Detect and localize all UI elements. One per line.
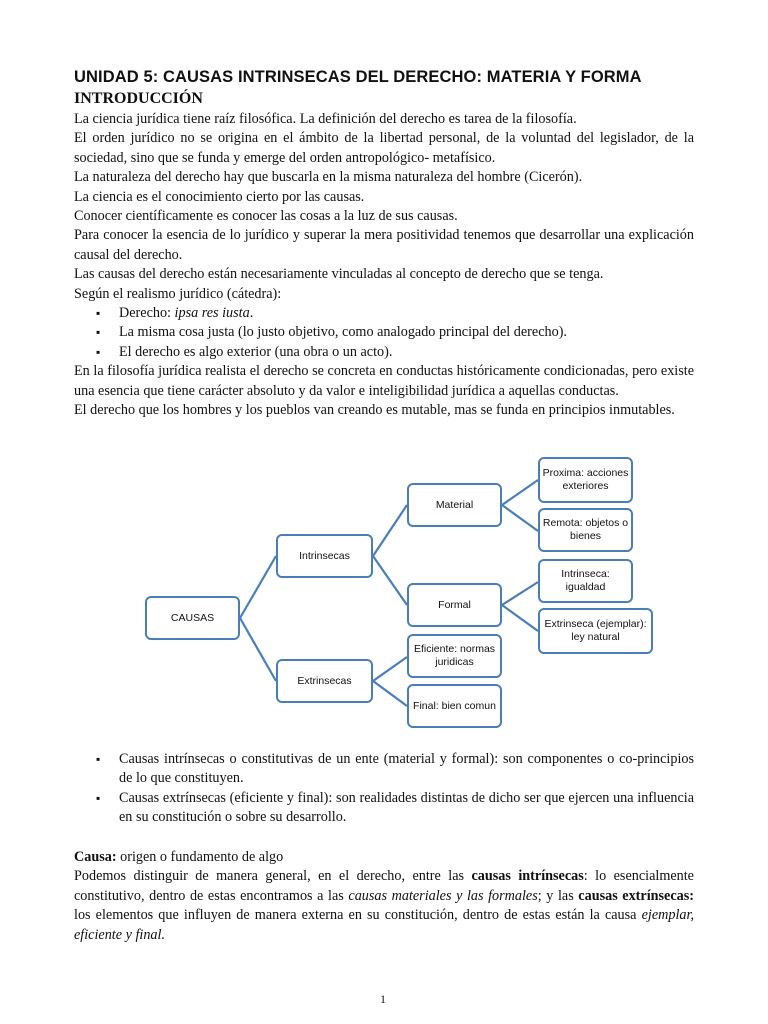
node-intrinseca-igualdad: Intrinseca: igualdad xyxy=(538,559,633,603)
paragraph: Podemos distinguir de manera general, en el derecho, entre las causas intrínsecas: lo esencialmente constitutivo, dentro de estas encontramos a las causas materiales y las formales; y las causas extrínsecas: los elementos que influyen de manera externa en su constitución, dentro de estas están la causa ejemplar, eficiente y final. xyxy=(74,868,694,943)
list-item: ▪ Causas extrínsecas (eficiente y final): son realidades distintas de dicho ser que ejercen una influencia en su constitución o sobre su desarrollo. xyxy=(74,789,694,828)
paragraph: Según el realismo jurídico (cátedra): xyxy=(74,285,282,302)
paragraph: El orden jurídico no se origina en el ámbito de la libertad personal, de la voluntad del legislador, de la sociedad, sino que se funda y emerge del orden antropológico- metafísico. xyxy=(74,130,694,166)
causes-text xyxy=(74,750,694,828)
page-number: 1 xyxy=(380,992,386,1006)
list-item: ▪ El derecho es algo exterior (una obra o un acto). xyxy=(74,343,694,362)
unit-title: UNIDAD 5: CAUSAS INTRINSECAS DEL DERECHO: MATERIA Y FORMA xyxy=(74,68,642,86)
node-intrinsecas: Intrinsecas xyxy=(276,534,373,578)
causa-section xyxy=(74,848,694,945)
paragraph: En la filosofía jurídica realista el derecho se concreta en conductas históricamente condicionadas, pero existe una esencia que tiene carácter absoluto y da valor e inteligibilidad jurídica a aquellas conductas. xyxy=(74,363,694,399)
causes-diagram xyxy=(0,455,768,745)
intro-text xyxy=(74,110,694,421)
node-remota: Remota: objetos o bienes xyxy=(538,508,633,552)
paragraph: La ciencia es el conocimiento cierto por las causas. xyxy=(74,188,365,205)
causes-list xyxy=(74,750,694,828)
node-extrinseca-ejemplar: Extrinseca (ejemplar): ley natural xyxy=(538,608,653,654)
paragraph: La ciencia jurídica tiene raíz filosófica. La definición del derecho es tarea de la filosofía. xyxy=(74,111,577,127)
causa-definition: Causa: origen o fundamento de algo xyxy=(74,849,284,865)
paragraph: La naturaleza del derecho hay que buscarla en la misma naturaleza del hombre (Cicerón). xyxy=(74,169,583,186)
node-material: Material xyxy=(407,483,502,527)
node-eficiente: Eficiente: normas juridicas xyxy=(407,634,502,678)
paragraph: El derecho que los hombres y los pueblos van creando es mutable, mas se funda en principios inmutables. xyxy=(74,402,675,419)
node-final: Final: bien comun xyxy=(407,684,502,728)
node-proxima: Proxima: acciones exteriores xyxy=(538,457,633,503)
paragraph: Para conocer la esencia de lo jurídico y superar la mera positividad tenemos que desarrollar una explicación causal del derecho. xyxy=(74,227,694,263)
list-item: ▪ La misma cosa justa (lo justo objetivo, como analogado principal del derecho). xyxy=(74,323,694,342)
intro-heading: INTRODUCCIÓN xyxy=(74,90,203,107)
node-formal: Formal xyxy=(407,583,502,627)
node-causas: CAUSAS xyxy=(145,596,240,640)
paragraph: Conocer científicamente es conocer las cosas a la luz de sus causas. xyxy=(74,208,458,225)
diagram-connectors xyxy=(0,455,768,745)
list-item: ▪ Derecho: ipsa res iusta. xyxy=(74,304,694,323)
paragraph: Las causas del derecho están necesariamente vinculadas al concepto de derecho que se tenga. xyxy=(74,266,604,283)
list-item: ▪ Causas intrínsecas o constitutivas de un ente (material y formal): son componentes o co-principios de lo que constituyen. xyxy=(74,750,694,789)
realism-list xyxy=(74,304,694,362)
node-extrinsecas: Extrinsecas xyxy=(276,659,373,703)
